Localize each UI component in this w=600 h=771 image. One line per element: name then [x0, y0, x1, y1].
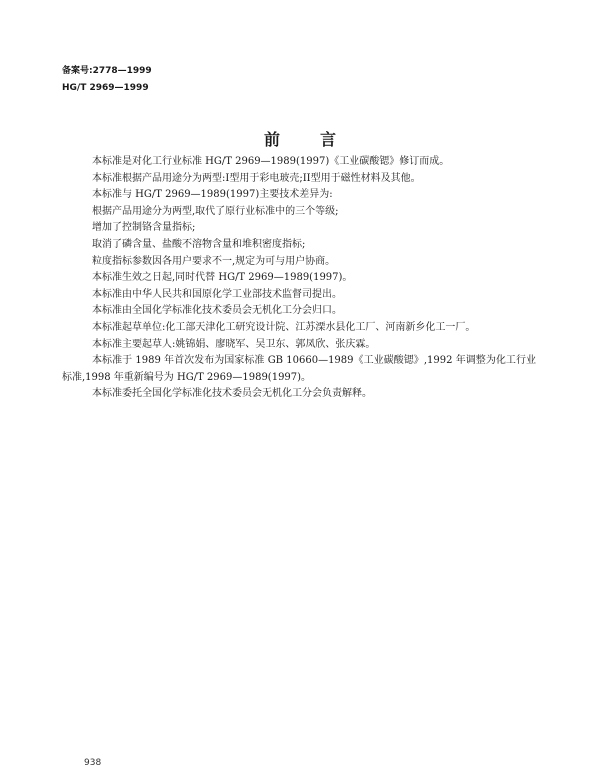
- preface-paragraph: 本标准是对化工行业标准 HG/T 2969—1989(1997)《工业碳酸锶》修订而成。: [92, 156, 450, 167]
- preface-paragraph: 本标准生效之日起,同时代替 HG/T 2969—1989(1997)。: [92, 272, 353, 284]
- preface-paragraph: 本标准与 HG/T 2969—1989(1997)主要技术差异为:: [92, 189, 333, 201]
- preface-paragraph: 本标准根据产品用途分为两型:I型用于彩电玻壳;II型用于磁性材料及其他。: [92, 172, 421, 184]
- page-number: 938: [84, 758, 102, 768]
- preface-paragraph: 粒度指标参数因各用户要求不一,规定为可与用户协商。: [92, 255, 336, 267]
- preface-paragraph: 增加了控制铬含量指标;: [92, 222, 196, 234]
- preface-paragraph: 本标准委托全国化学标准化技术委员会无机化工分会负责解释。: [92, 388, 372, 400]
- preface-paragraph: 本标准主要起草人:姚锦娟、廖晓军、吴卫东、郭凤欣、张庆霖。: [92, 338, 376, 350]
- preface-paragraph: 本标准起草单位:化工部天津化工研究设计院、江苏溧水县化工厂、河南新乡化工一厂。: [92, 321, 476, 333]
- preface-body: [62, 154, 536, 403]
- preface-paragraph: 取消了磷含量、盐酸不溶物含量和堆积密度指标;: [92, 238, 306, 250]
- preface-paragraph: 根据产品用途分为两型,取代了原行业标准中的三个等级;: [92, 205, 339, 217]
- preface-paragraph: 本标准由中华人民共和国原化学工业部技术监督司提出。: [92, 288, 342, 300]
- standard-code: HG/T 2969—1999: [62, 83, 149, 93]
- preface-paragraph: 本标准由全国化学标准化技术委员会无机化工分会归口。: [92, 305, 342, 317]
- record-number: 备案号:2778—1999: [62, 66, 152, 76]
- page-title: 前言: [263, 130, 376, 149]
- preface-paragraph: 本标准于 1989 年首次发布为国家标准 GB 10660—1989《工业碳酸锶》,1992 年调整为化工行业标准,1998 年重新编号为 HG/T 2969—1989(1997)。: [62, 355, 536, 383]
